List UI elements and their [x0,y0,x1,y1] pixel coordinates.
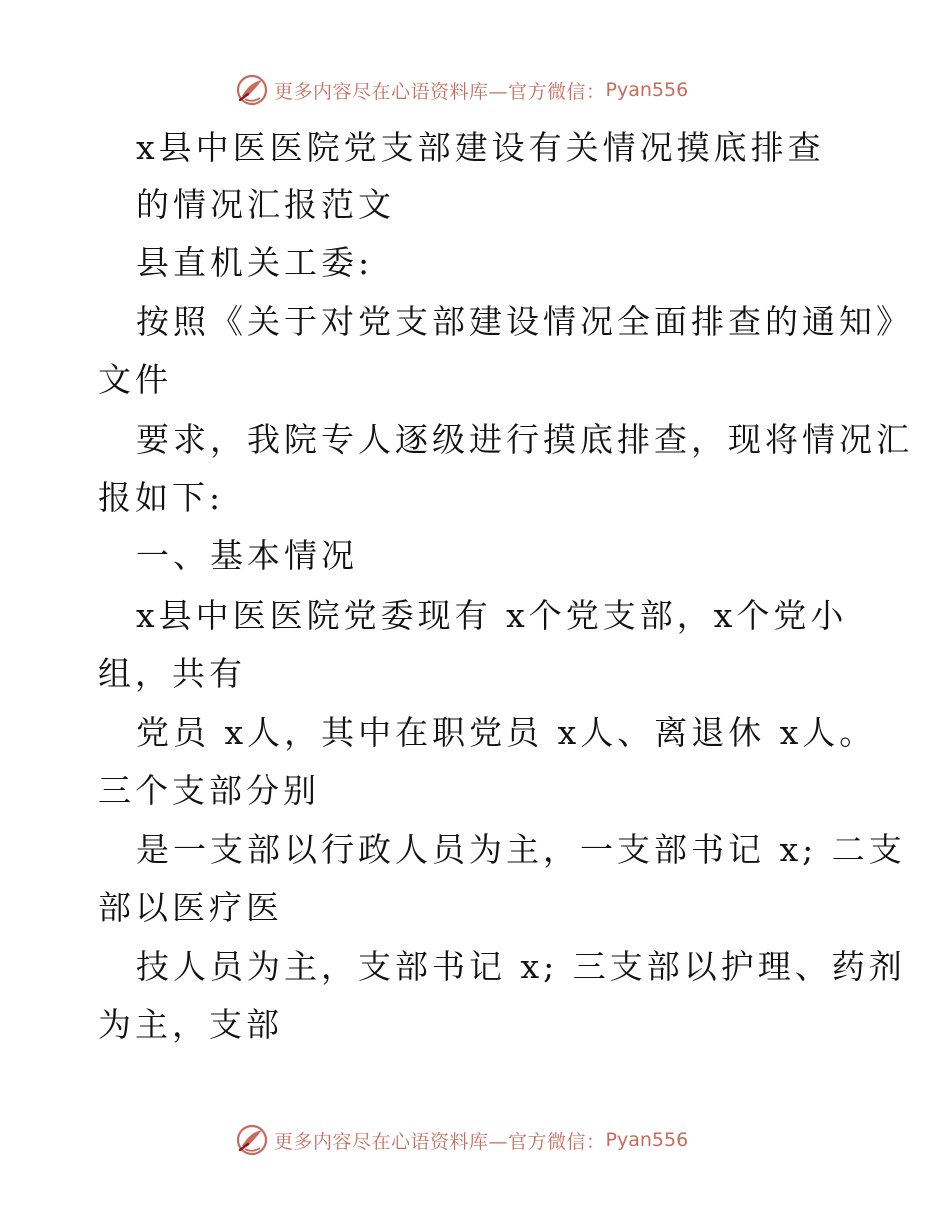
recipient-line: 县直机关工委: [136,243,374,282]
body-line: 文件 [98,360,172,399]
body-line: 组，共有 [98,654,246,693]
watermark-id: Pyan556 [605,1129,689,1151]
watermark-banner-bottom [236,1123,716,1157]
watermark-id: Pyan556 [605,79,689,101]
document-title-line-2: 的情况汇报范文 [136,185,395,224]
watermark-text: 更多内容尽在心语资料库—官方微信： [274,80,606,103]
body-line: x县中医医院党委现有 x个党支部，x个党小 [136,596,848,635]
body-line: 为主，支部 [98,1005,283,1044]
body-line: 按照《关于对党支部建设情况全面排查的通知》 [136,302,913,341]
watermark-text: 更多内容尽在心语资料库—官方微信： [274,1130,606,1153]
body-line: 党员 x人，其中在职党员 x人、离退休 x人。 [136,713,877,752]
section-heading: 一、基本情况 [136,536,358,575]
body-line: 部以医疗医 [98,888,283,927]
document-title-line-1: x县中医医院党支部建设有关情况摸底排查 [136,128,825,167]
pen-logo-icon [236,1124,268,1156]
body-line: 要求，我院专人逐级进行摸底排查，现将情况汇 [136,420,913,459]
body-line: 技人员为主，支部书记 x; 三支部以护理、药剂 [136,947,906,986]
body-line: 三个支部分别 [98,771,320,810]
body-line: 是一支部以行政人员为主，一支部书记 x; 二支 [136,830,906,869]
body-line: 报如下: [98,478,225,517]
